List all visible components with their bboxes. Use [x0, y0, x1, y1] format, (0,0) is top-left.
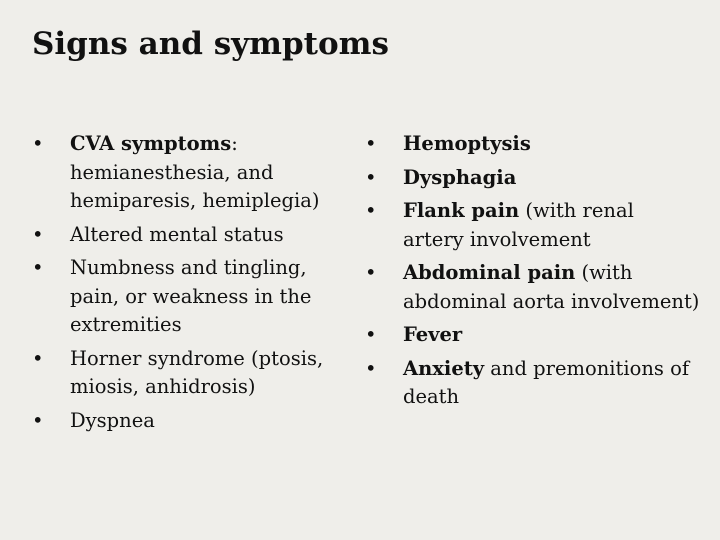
item-text: (with abdominal aorta involvement) — [403, 261, 700, 313]
right-bullet-list — [365, 130, 700, 417]
item-text: Horner syndrome (ptosis, miosis, anhidrosis) — [70, 346, 324, 398]
item-text: Altered mental status — [70, 222, 284, 246]
list-item — [365, 355, 700, 412]
list-item — [365, 321, 700, 350]
slide-title: Signs and symptoms — [32, 26, 389, 62]
item-bold-text: Fever — [403, 323, 463, 346]
list-item — [32, 221, 352, 250]
item-text: (with renal artery involvement — [403, 199, 634, 251]
list-item — [365, 164, 700, 193]
list-item — [365, 259, 700, 316]
left-bullet-list — [32, 130, 352, 440]
item-bold-text: Abdominal pain — [403, 261, 576, 284]
list-item — [32, 254, 352, 340]
list-item — [365, 197, 700, 254]
list-item — [365, 130, 700, 159]
item-text: and premonitions of death — [403, 356, 690, 408]
item-bold-text: Hemoptysis — [403, 132, 531, 155]
item-bold-text: Flank pain — [403, 199, 520, 222]
item-text: : hemianesthesia, and hemiparesis, hemiplegia) — [70, 132, 320, 212]
list-item — [32, 407, 352, 436]
item-bold-text: CVA symptoms — [70, 132, 232, 155]
list-item — [32, 130, 352, 216]
item-text: Numbness and tingling, pain, or weakness in the extremities — [70, 256, 312, 336]
item-bold-text: Dysphagia — [403, 165, 517, 189]
item-bold-text: Anxiety — [403, 356, 485, 380]
item-text: Dyspnea — [70, 408, 155, 432]
list-item — [32, 345, 352, 402]
